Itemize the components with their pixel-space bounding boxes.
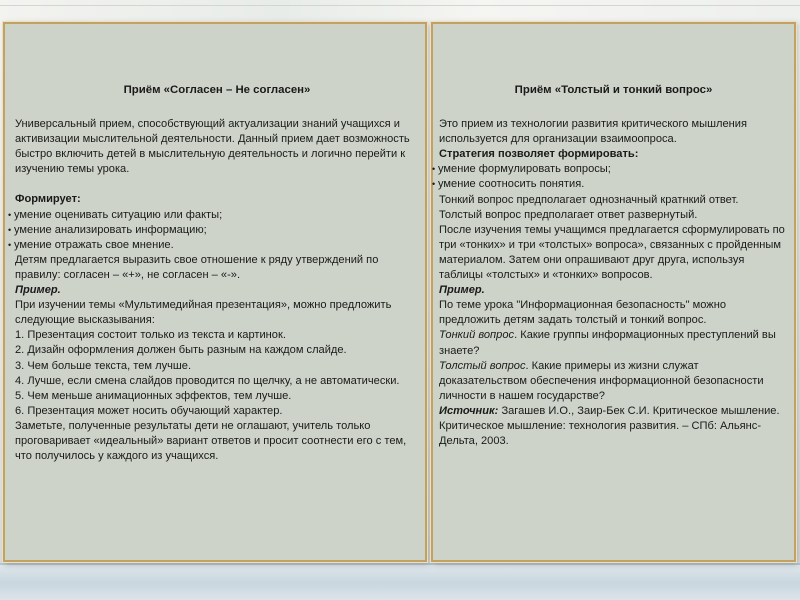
statement-text: Презентация может носить обучающий характер. xyxy=(27,404,283,417)
statement-item xyxy=(15,359,419,374)
statement-number: 1. xyxy=(15,329,25,342)
bullet-icon: • xyxy=(8,239,12,250)
skill-text: умение формулировать вопросы; xyxy=(438,163,611,176)
statement-number: 6. xyxy=(15,404,25,417)
skill-bullet xyxy=(8,238,419,253)
statement-item xyxy=(15,328,419,343)
statement-number: 2. xyxy=(15,344,25,357)
procedure-text: После изучения темы учащимся предлагается сформулировать по три «тонких» и три «толстых» вопроса», связанных с пройденным материалом. Затем они опрашивают друг друга, используя таблицы «толстых» и «тонких» вопросов. xyxy=(439,223,785,282)
bullet-icon: • xyxy=(432,179,436,190)
thick-question-text: . Какие примеры из жизни служат доказательством обеспечения информационной безопасности личности в нашем государстве? xyxy=(439,359,764,402)
agree-disagree-panel xyxy=(3,22,427,562)
top-accent-line xyxy=(0,5,800,6)
skill-bullet xyxy=(8,223,419,238)
skill-bullet xyxy=(432,177,788,192)
statement-text: Чем меньше анимационных эффектов, тем лучше. xyxy=(27,389,292,402)
statement-item xyxy=(15,389,419,404)
statement-item xyxy=(15,404,419,419)
thin-question-example xyxy=(439,328,788,358)
example-intro: По теме урока "Информационная безопасность" можно предложить детям задать толстый и тонкий вопрос. xyxy=(439,299,727,327)
thick-thin-title: Приём «Толстый и тонкий вопрос» xyxy=(514,84,713,96)
skill-bullet xyxy=(432,162,788,177)
strategy-label: Стратегия позволяет формировать: xyxy=(439,148,639,161)
thick-question-definition: Толстый вопрос предполагает ответ развернутый. xyxy=(439,208,698,221)
skill-text: умение соотносить понятия. xyxy=(438,178,585,191)
agree-disagree-intro: Универсальный прием, способствующий актуализации знаний учащихся и активизации мыслительной деятельности. Данный прием дает возможность быстро включить детей в мыслительную деятельность и логично перейти к изучению темы урока. xyxy=(15,118,410,176)
example-intro: При изучении темы «Мультимедийная презентация», можно предложить следующие высказывания: xyxy=(15,299,392,327)
statement-text: Лучше, если смена слайдов проводится по щелчку, а не автоматически. xyxy=(27,374,400,387)
bullet-icon: • xyxy=(8,209,12,220)
bullet-icon: • xyxy=(8,224,12,235)
statement-text: Дизайн оформления должен быть разным на каждом слайде. xyxy=(27,344,347,357)
thick-thin-intro: Это прием из технологии развития критического мышления используется для организации взаимоопроса. xyxy=(439,118,748,146)
statement-text: Презентация состоит только из текста и картинок. xyxy=(27,329,286,342)
bullet-icon: • xyxy=(432,164,436,175)
skill-text: умение отражать свое мнение. xyxy=(14,238,174,251)
thin-question-definition: Тонкий вопрос предполагает однозначный кратнкий ответ. xyxy=(439,193,739,206)
thick-question-label: Толстый вопрос xyxy=(439,359,526,372)
thin-question-label: Тонкий вопрос xyxy=(439,329,515,342)
thick-question-example xyxy=(439,359,788,404)
agree-disagree-title: Приём «Согласен – Не согласен» xyxy=(123,84,311,96)
thin-question-text: . Какие группы информационных преступлений вы знаете? xyxy=(439,329,776,357)
thick-thin-question-panel xyxy=(431,22,796,562)
example-label: Пример. xyxy=(439,284,485,297)
statement-item xyxy=(15,343,419,358)
bottom-accent-line xyxy=(0,563,800,565)
source-text: Загашев И.О., Заир-Бек С.И. Критическое мышление. Критическое мышление: технология развития. – СПб: Альянс-Дельта, 2003. xyxy=(439,404,780,448)
skill-bullet xyxy=(8,208,419,223)
conclusion-text: Заметьте, полученные результаты дети не оглашают, учитель только проговаривает «идеальный» вариант ответов и просит соотнести его с тем, что получилось у каждого из учащихся. xyxy=(15,419,407,463)
statement-item xyxy=(15,374,419,389)
source-citation xyxy=(439,404,788,449)
statement-text: Чем больше текста, тем лучше. xyxy=(27,359,192,372)
task-description: Детям предлагается выразить свое отношение к ряду утверждений по правилу: согласен – «+», не согласен – «-». xyxy=(15,253,379,281)
skill-text: умение анализировать информацию; xyxy=(14,223,207,236)
spacer xyxy=(15,177,419,192)
skill-text: умение оценивать ситуацию или факты; xyxy=(14,208,223,221)
statement-number: 3. xyxy=(15,359,25,372)
statement-number: 5. xyxy=(15,389,25,402)
source-label: Источник: xyxy=(439,404,499,417)
example-label: Пример. xyxy=(15,284,61,297)
bottom-decor-band xyxy=(0,565,800,600)
forms-label: Формирует: xyxy=(15,193,81,206)
statement-number: 4. xyxy=(15,374,25,387)
